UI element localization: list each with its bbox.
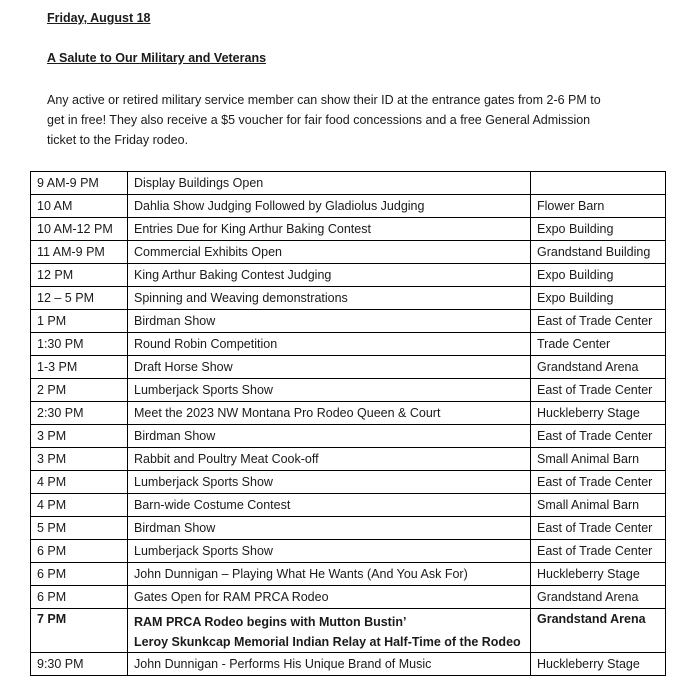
time-cell: 2 PM (31, 379, 128, 402)
event-cell: Birdman Show (128, 425, 531, 448)
time-cell: 12 PM (31, 264, 128, 287)
schedule-row (31, 172, 666, 195)
event-cell: King Arthur Baking Contest Judging (128, 264, 531, 287)
schedule-row (31, 379, 666, 402)
location-cell: East of Trade Center (531, 379, 666, 402)
location-cell: Small Animal Barn (531, 448, 666, 471)
location-cell: Huckleberry Stage (531, 653, 666, 676)
event-cell: John Dunnigan – Playing What He Wants (And You Ask For) (128, 563, 531, 586)
location-cell: East of Trade Center (531, 425, 666, 448)
event-cell: Meet the 2023 NW Montana Pro Rodeo Queen & Court (128, 402, 531, 425)
location-cell: Expo Building (531, 218, 666, 241)
event-line: RAM PRCA Rodeo begins with Mutton Bustin’ (134, 615, 407, 629)
location-cell (531, 172, 666, 195)
time-cell: 1:30 PM (31, 333, 128, 356)
date-heading: Friday, August 18 (47, 11, 151, 25)
intro-line: get in free! They also receive a $5 voucher for fair food concessions and a free General Admission (47, 113, 591, 127)
event-cell: Commercial Exhibits Open (128, 241, 531, 264)
event-line: Leroy Skunkcap Memorial Indian Relay at Half-Time of the Rodeo (134, 635, 521, 649)
schedule-row (31, 218, 666, 241)
schedule-row (31, 471, 666, 494)
time-cell: 6 PM (31, 563, 128, 586)
location-cell: Grandstand Arena (531, 609, 666, 653)
location-cell: East of Trade Center (531, 310, 666, 333)
location-cell: Trade Center (531, 333, 666, 356)
intro-line: Any active or retired military service member can show their ID at the entrance gates from 2-6 PM to (47, 93, 601, 107)
schedule-row (31, 540, 666, 563)
event-cell: John Dunnigan - Performs His Unique Brand of Music (128, 653, 531, 676)
event-cell: Spinning and Weaving demonstrations (128, 287, 531, 310)
schedule-row (31, 563, 666, 586)
schedule-body (31, 172, 666, 676)
schedule-row (31, 195, 666, 218)
event-cell: Draft Horse Show (128, 356, 531, 379)
schedule-row (31, 241, 666, 264)
schedule-row (31, 586, 666, 609)
event-cell: Display Buildings Open (128, 172, 531, 195)
time-cell: 3 PM (31, 448, 128, 471)
time-cell: 5 PM (31, 517, 128, 540)
time-cell: 11 AM-9 PM (31, 241, 128, 264)
time-cell: 10 AM-12 PM (31, 218, 128, 241)
schedule-row (31, 356, 666, 379)
schedule-row (31, 310, 666, 333)
time-cell: 9:30 PM (31, 653, 128, 676)
location-cell: Huckleberry Stage (531, 563, 666, 586)
location-cell: East of Trade Center (531, 471, 666, 494)
schedule-row (31, 402, 666, 425)
time-cell: 4 PM (31, 494, 128, 517)
time-cell: 1-3 PM (31, 356, 128, 379)
location-cell: Huckleberry Stage (531, 402, 666, 425)
time-cell: 3 PM (31, 425, 128, 448)
intro-paragraph (47, 90, 647, 150)
schedule-row (31, 517, 666, 540)
event-cell: Birdman Show (128, 310, 531, 333)
time-cell: 7 PM (31, 609, 128, 653)
location-cell: Grandstand Building (531, 241, 666, 264)
location-cell: Grandstand Arena (531, 586, 666, 609)
event-cell: Rabbit and Poultry Meat Cook-off (128, 448, 531, 471)
schedule-row (31, 494, 666, 517)
location-cell: Expo Building (531, 264, 666, 287)
schedule-row (31, 448, 666, 471)
time-cell: 2:30 PM (31, 402, 128, 425)
schedule-row-final (31, 653, 666, 676)
event-cell: Entries Due for King Arthur Baking Contest (128, 218, 531, 241)
time-cell: 9 AM-9 PM (31, 172, 128, 195)
event-cell: Dahlia Show Judging Followed by Gladiolus Judging (128, 195, 531, 218)
event-cell: Lumberjack Sports Show (128, 540, 531, 563)
event-cell: Lumberjack Sports Show (128, 471, 531, 494)
schedule-row (31, 425, 666, 448)
time-cell: 1 PM (31, 310, 128, 333)
time-cell: 12 – 5 PM (31, 287, 128, 310)
schedule-row-rodeo (31, 609, 666, 653)
schedule-row (31, 287, 666, 310)
event-cell: Birdman Show (128, 517, 531, 540)
event-cell: Gates Open for RAM PRCA Rodeo (128, 586, 531, 609)
time-cell: 6 PM (31, 540, 128, 563)
location-cell: Expo Building (531, 287, 666, 310)
event-cell: Lumberjack Sports Show (128, 379, 531, 402)
location-cell: East of Trade Center (531, 540, 666, 563)
section-heading: A Salute to Our Military and Veterans (47, 51, 267, 65)
event-cell (128, 609, 531, 653)
location-cell: Small Animal Barn (531, 494, 666, 517)
time-cell: 6 PM (31, 586, 128, 609)
schedule-table (30, 171, 666, 676)
event-cell: Round Robin Competition (128, 333, 531, 356)
location-cell: Flower Barn (531, 195, 666, 218)
schedule-row (31, 264, 666, 287)
location-cell: East of Trade Center (531, 517, 666, 540)
intro-line: ticket to the Friday rodeo. (47, 133, 189, 147)
schedule-row (31, 333, 666, 356)
location-cell: Grandstand Arena (531, 356, 666, 379)
time-cell: 4 PM (31, 471, 128, 494)
time-cell: 10 AM (31, 195, 128, 218)
event-cell: Barn-wide Costume Contest (128, 494, 531, 517)
